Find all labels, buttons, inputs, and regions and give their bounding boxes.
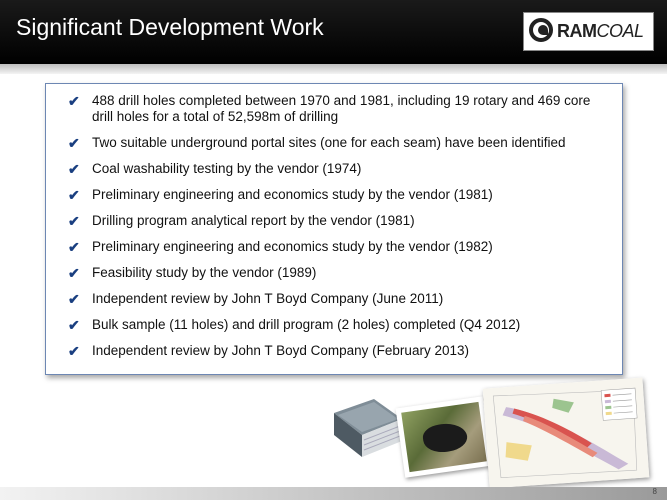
bullet-item: ✔ Feasibility study by the vendor (1989) — [68, 265, 317, 281]
footer-band — [0, 487, 667, 500]
bullet-item: ✔ Bulk sample (11 holes) and drill program (2 holes) completed (Q4 2012) — [68, 317, 521, 333]
check-icon: ✔ — [68, 161, 80, 177]
geology-map-image — [483, 378, 650, 489]
check-icon: ✔ — [68, 343, 80, 359]
coal-sample-photo — [396, 396, 493, 478]
bullet-item: ✔ Preliminary engineering and economics study by the vendor (1981) — [68, 187, 493, 203]
slide-title: Significant Development Work — [16, 14, 324, 40]
bullet-item: ✔ Coal washability testing by the vendor (1974) — [68, 161, 362, 177]
check-icon: ✔ — [68, 317, 80, 333]
check-icon: ✔ — [68, 291, 80, 307]
logo-mark-icon — [529, 18, 553, 42]
check-icon: ✔ — [68, 93, 80, 109]
check-icon: ✔ — [68, 265, 80, 281]
bullet-item: ✔ Preliminary engineering and economics study by the vendor (1982) — [68, 239, 493, 255]
bullet-item: ✔ Independent review by John T Boyd Company (February 2013) — [68, 343, 469, 359]
check-icon: ✔ — [68, 187, 80, 203]
company-logo — [523, 12, 654, 51]
header-bar — [0, 0, 667, 64]
bullet-list — [66, 93, 611, 369]
bullet-item: ✔ 488 drill holes completed between 1970 and 1981, including 19 rotary and 469 core drill holes for a total of 52,598m of drilling — [68, 93, 591, 124]
bullet-item: ✔ Drilling program analytical report by the vendor (1981) — [68, 213, 415, 229]
bullet-item: ✔ Independent review by John T Boyd Company (June 2011) — [68, 291, 444, 307]
check-icon: ✔ — [68, 239, 80, 255]
coal-lump — [421, 421, 468, 455]
check-icon: ✔ — [68, 135, 80, 151]
content-box — [45, 83, 623, 375]
binder-image — [328, 395, 406, 461]
page-number: 8 — [652, 487, 657, 496]
check-icon: ✔ — [68, 213, 80, 229]
bullet-item: ✔ Two suitable underground portal sites (one for each seam) have been identified — [68, 135, 566, 151]
logo-text: RAMCOAL — [557, 21, 644, 41]
header-shadow-band — [0, 64, 667, 74]
